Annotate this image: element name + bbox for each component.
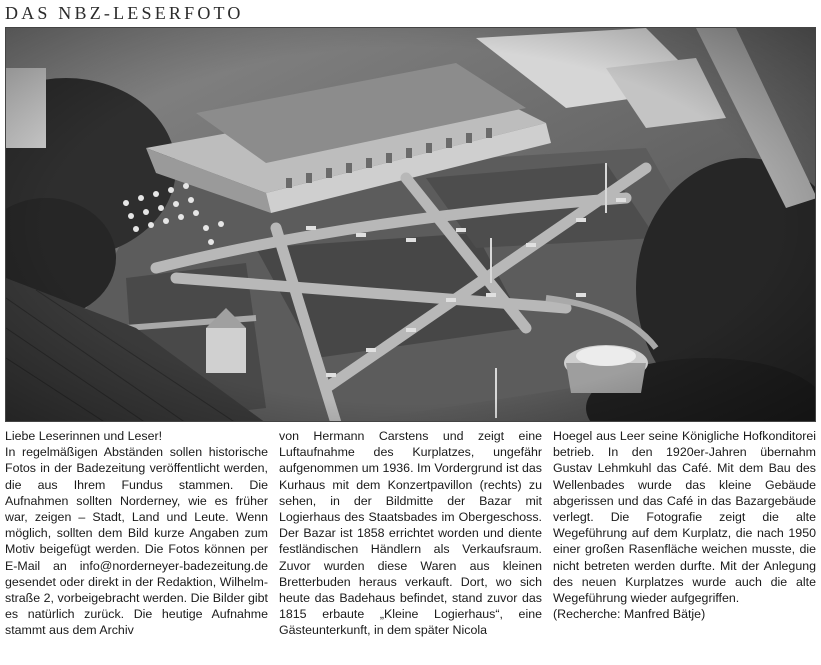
- article-column-1: [5, 428, 268, 663]
- section-title: DAS NBZ-LESERFOTO: [5, 2, 244, 23]
- photo-illustration: [6, 28, 816, 422]
- article-column-3: [553, 428, 816, 663]
- salutation: Liebe Leserinnen und Leser!: [5, 429, 163, 443]
- paragraph: Hoegel aus Leer seine Königliche Hofkonditorei betrieb. In den 1920er-Jahren übernahm Gustav Lehmkuhl das Café. Mit dem Bau des Wellenbades wurde das kleine Gebäude abgerissen und das Café in das Bazargebäude verlegt. Die Fotografie zeigt die alte Wegeführung auf dem Kurplatz, die nach 1950 einer großen Rasenfläche weichen musste, die nicht betreten werden durfte. Mit der Anlegung des neuen Kurplatzes wurde auch die alte Wegeführung wieder aufgegriffen.: [553, 429, 816, 606]
- article-body: [5, 428, 816, 663]
- article-column-2: [279, 428, 542, 663]
- paragraph: von Hermann Carstens und zeigt eine Luftaufnahme des Kurplatzes, ungefähr aufgenommen um 1936. Im Vordergrund ist das Kurhaus mit dem Konzertpavillon (rechts) zu sehen, in der Bildmitte der Bazar mit Logierhaus des Staatsbades im Obergeschoss. Der Bazar ist 1858 errichtet worden und diente festländischen Händlern als Verkaufsraum. Zuvor wurden diese Waren aus kleinen Bretterbuden heraus verkauft. Dort, wo sich heute das Badehaus befindet, stand zuvor das 1815 erbaute „Kleine Logierhaus“, eine Gästeunterkunft, in dem später Nicola: [279, 429, 542, 638]
- research-credit: (Recherche: Manfred Bätje): [553, 607, 706, 622]
- paragraph: In regelmäßigen Abständen sollen historische Fotos in der Badezeitung veröffentlicht werden, die aus Ihrem Fundus stammen. Die Aufnahmen sollten Norderney, wie es früher war, zeigen – Stadt, Land und Leute. Wenn möglich, sollten dem Bild kurze Angaben zum Motiv beigefügt werden. Die Fotos können per E-Mail an info@norderneyer-badezeitung.de gesendet oder direkt in der Redaktion, Wilhelmstraße 2, vorbeigebracht werden. Die Bilder gibt es natürlich zurück. Die heutige Aufnahme stammt aus dem Archiv: [5, 445, 268, 638]
- page-header: [5, 0, 816, 26]
- historic-aerial-photo: [5, 27, 816, 422]
